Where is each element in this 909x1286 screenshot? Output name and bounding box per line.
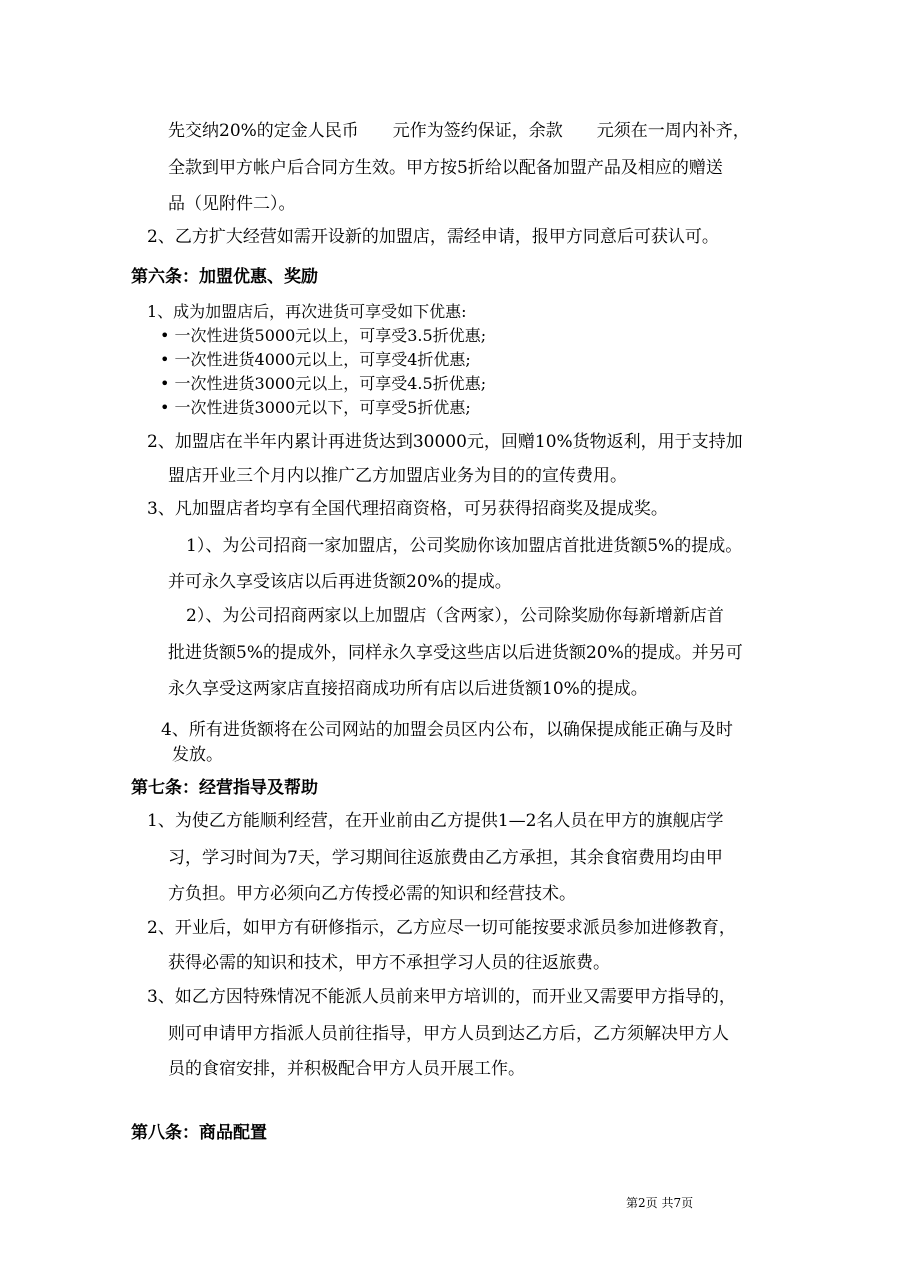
- paragraph-line: 1、为使乙方能顺利经营，在开业前由乙方提供1—2名人员在甲方的旗舰店学: [147, 811, 724, 831]
- paragraph-line: 获得必需的知识和技术，甲方不承担学习人员的往返旅费。: [168, 953, 610, 973]
- bullet-item: • 一次性进货3000元以下，可享受5折优惠;: [160, 398, 471, 417]
- bullet-item: • 一次性进货5000元以上，可享受3.5折优惠;: [160, 326, 487, 345]
- paragraph-line: 2、开业后，如甲方有研修指示，乙方应尽一切可能按要求派员参加进修教育，: [147, 918, 736, 938]
- paragraph-line: 员的食宿安排，并积极配合甲方人员开展工作。: [168, 1059, 525, 1079]
- section-heading: 第七条：经营指导及帮助: [131, 778, 318, 798]
- paragraph-line: 2、加盟店在半年内累计再进货达到30000元，回赠10%货物返利，用于支持加: [147, 432, 743, 452]
- page-number: 第2页 共7页: [626, 1196, 694, 1210]
- paragraph-line: 品（见附件二）。: [168, 194, 296, 214]
- paragraph-line: 2、乙方扩大经营如需开设新的加盟店，需经申请，报甲方同意后可获认可。: [147, 227, 719, 247]
- paragraph-line: 发放。: [172, 745, 223, 765]
- bullet-item: • 一次性进货3000元以上，可享受4.5折优惠;: [160, 374, 487, 393]
- paragraph-line: 盟店开业三个月内以推广乙方加盟店业务为目的的宣传费用。: [168, 466, 627, 486]
- paragraph-line: 永久享受这两家店直接招商成功所有店以后进货额10%的提成。: [168, 679, 648, 699]
- paragraph-line: 习，学习时间为7天，学习期间往返旅费由乙方承担，其余食宿费用均由甲: [168, 848, 723, 868]
- paragraph-line: 1）、为公司招商一家加盟店，公司奖励你该加盟店首批进货额5%的提成。: [186, 536, 743, 556]
- paragraph-line: 全款到甲方帐户后合同方生效。甲方按5折给以配备加盟产品及相应的赠送: [168, 158, 723, 178]
- paragraph-line: 并可永久享受该店以后再进货额20%的提成。: [168, 572, 512, 592]
- paragraph-line: 先交纳20%的定金人民币 元作为签约保证，余款 元须在一周内补齐，: [168, 121, 750, 141]
- section-heading: 第六条：加盟优惠、奖励: [131, 267, 318, 287]
- section-heading: 第八条：商品配置: [131, 1123, 267, 1143]
- paragraph-line: 1、成为加盟店后，再次进货可享受如下优惠:: [147, 302, 467, 321]
- paragraph-line: 3、凡加盟店者均享有全国代理招商资格，可另获得招商奖及提成奖。: [147, 499, 668, 519]
- paragraph-line: 2）、为公司招商两家以上加盟店（含两家），公司除奖励你每新增新店首: [186, 606, 724, 626]
- paragraph-line: 则可申请甲方指派人员前往指导，甲方人员到达乙方后，乙方须解决甲方人: [168, 1024, 729, 1044]
- paragraph-line: 批进货额5%的提成外，同样永久享受这些店以后进货额20%的提成。并另可: [168, 643, 743, 663]
- bullet-item: • 一次性进货4000元以上，可享受4折优惠;: [160, 350, 471, 369]
- paragraph-line: 方负担。甲方必须向乙方传授必需的知识和经营技术。: [168, 884, 576, 904]
- paragraph-line: 3、如乙方因特殊情况不能派人员前来甲方培训的，而开业又需要甲方指导的，: [147, 987, 736, 1007]
- paragraph-line: 4、所有进货额将在公司网站的加盟会员区内公布，以确保提成能正确与及时: [161, 720, 733, 740]
